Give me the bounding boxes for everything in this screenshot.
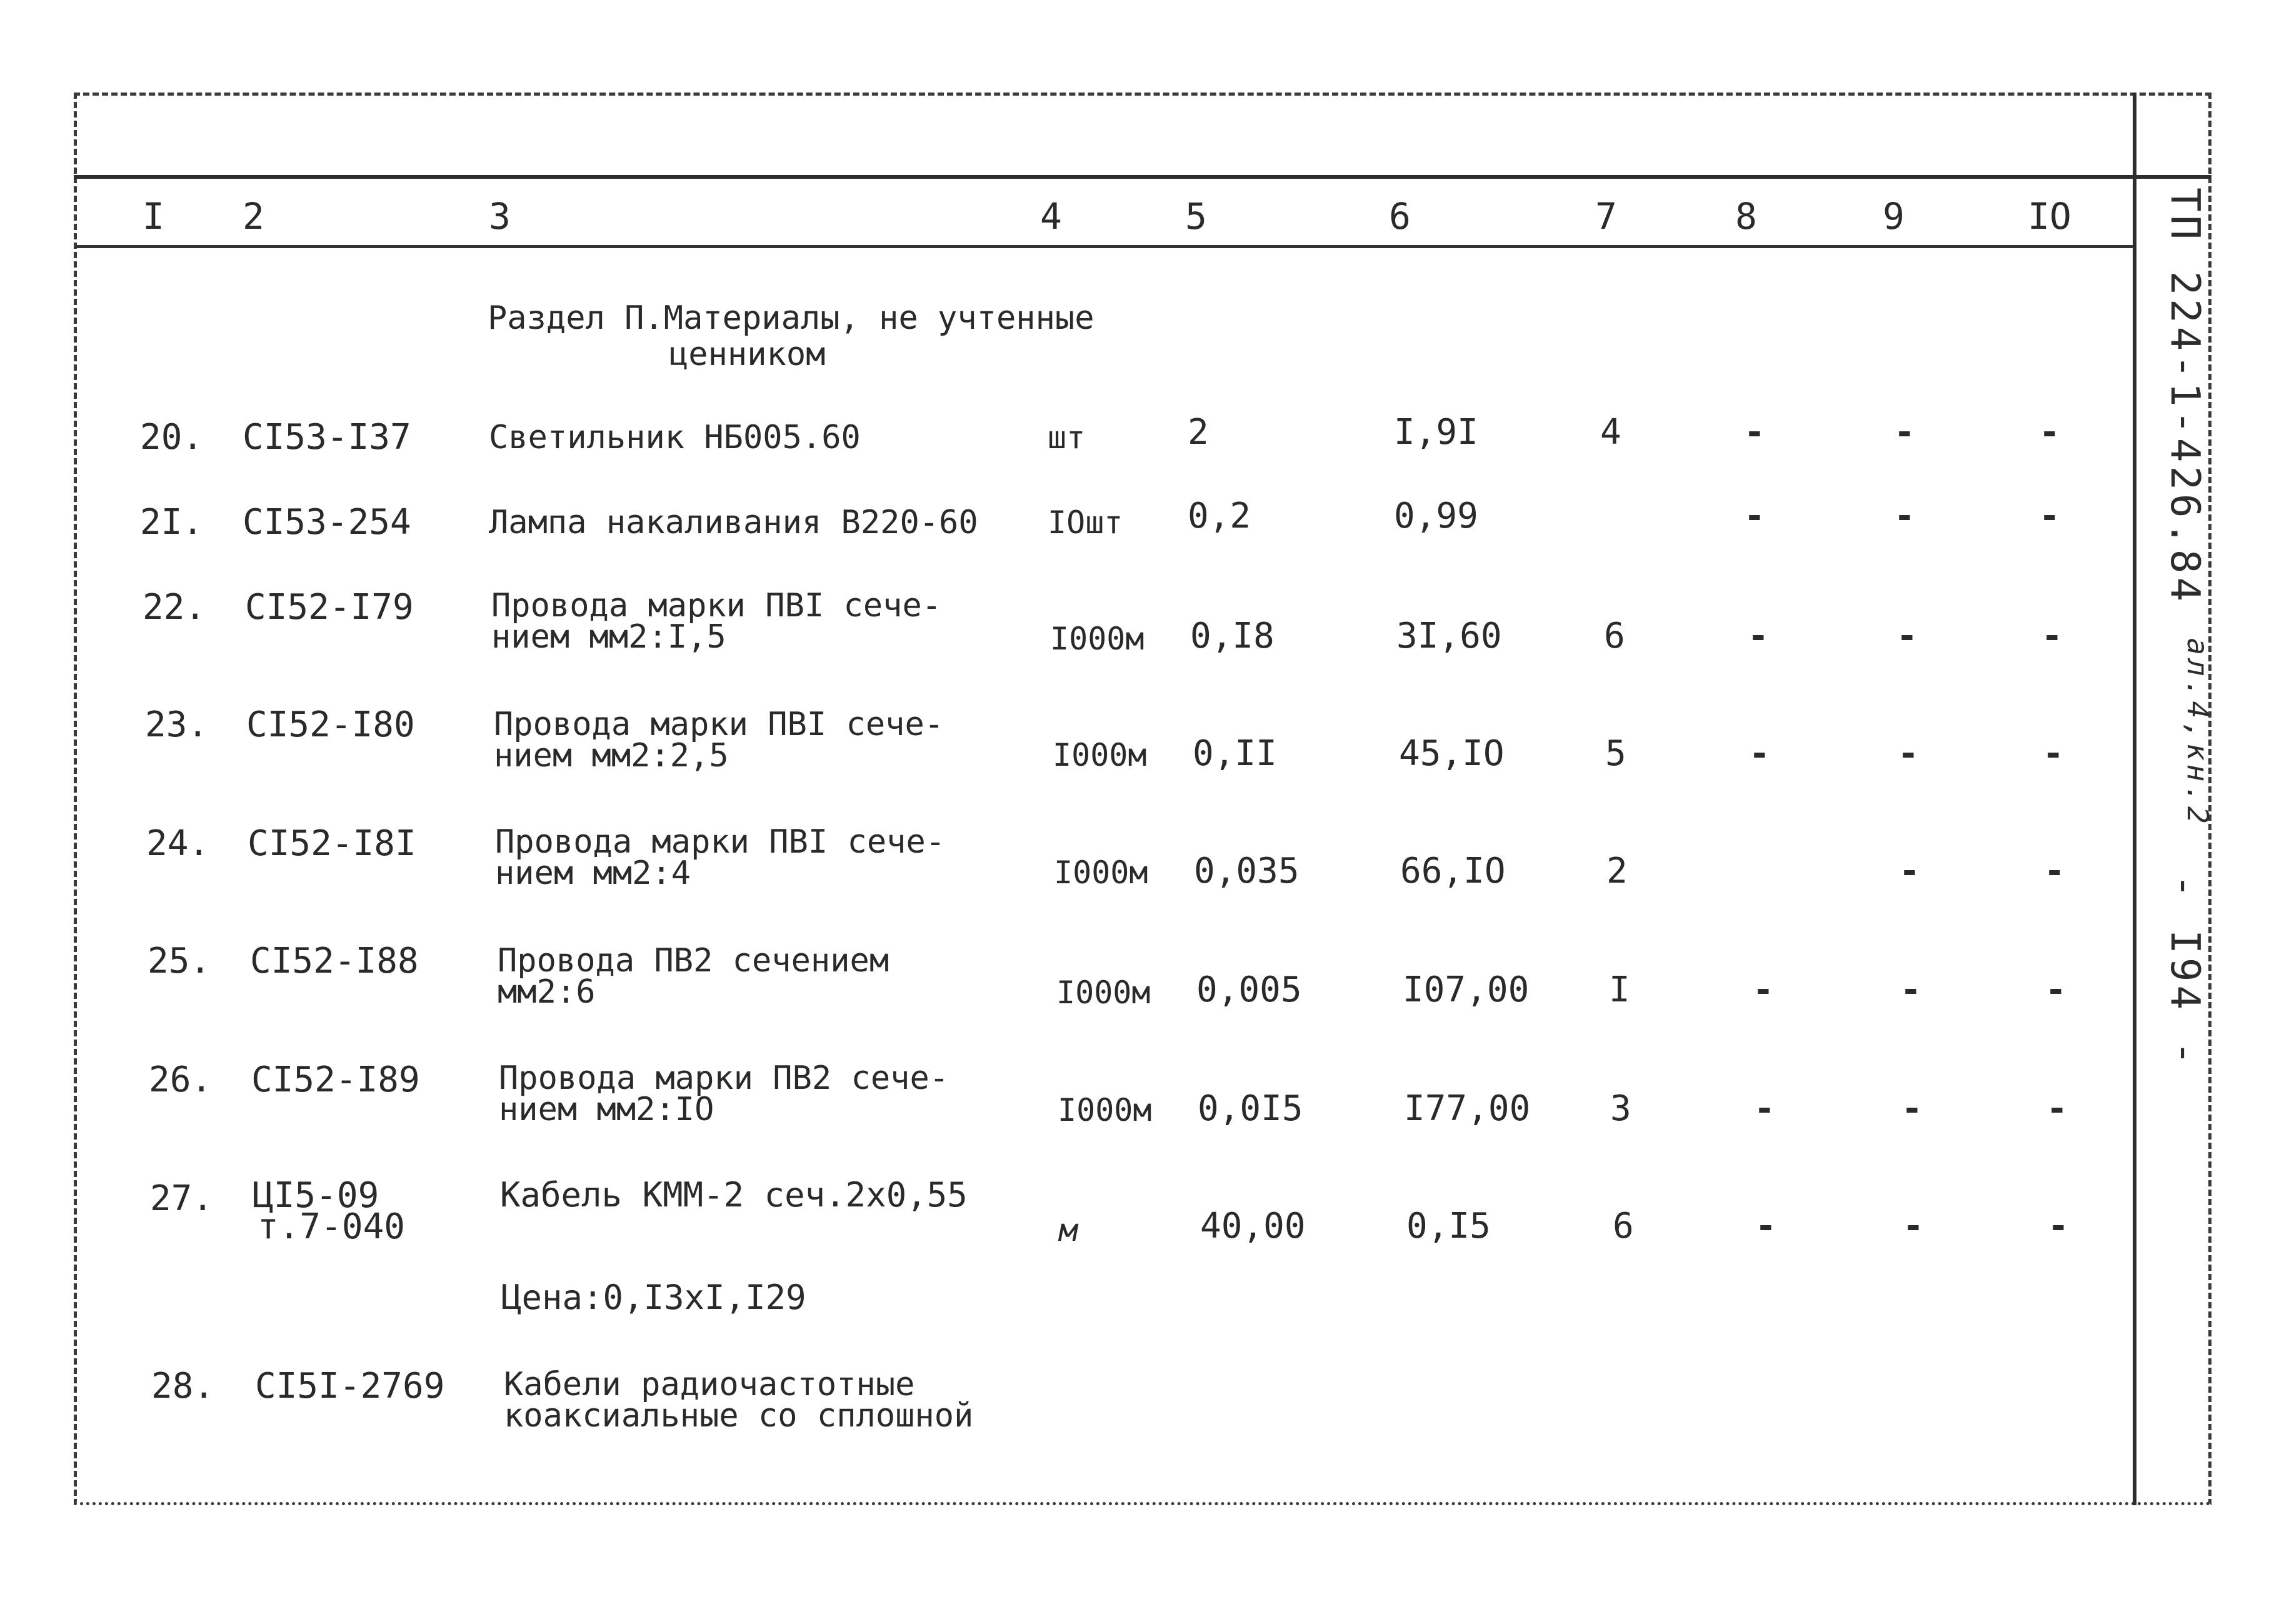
col-header-3: 3	[489, 195, 511, 238]
row-27-code-line1: ЦI5-09	[253, 1175, 379, 1216]
row-26-unit: I000м	[1058, 1092, 1152, 1128]
row-25-code: СI52-I88	[250, 941, 419, 981]
row-21-col8: -	[1744, 496, 1765, 536]
row-22-name-line2: нием мм2:I,5	[491, 618, 726, 656]
row-27-col10: -	[2048, 1206, 2069, 1246]
row-23-col8: -	[1749, 733, 1770, 774]
col-header-2: 2	[243, 195, 264, 238]
row-23-col10: -	[2043, 733, 2064, 774]
row-20-qty: 2	[1188, 412, 1209, 453]
row-20-unit: шт	[1048, 419, 1086, 456]
row-28-code: СI5I-2769	[255, 1366, 445, 1406]
row-20-price: I,9I	[1394, 412, 1478, 453]
row-27-qty: 40,00	[1200, 1206, 1306, 1246]
row-24-name-line1: Провода марки ПВI сече-	[495, 823, 946, 861]
row-26-name	[499, 1060, 949, 1128]
row-23-name	[494, 706, 944, 774]
row-20-code: СI53-I37	[243, 417, 411, 458]
row-27-col8: -	[1755, 1206, 1776, 1246]
row-21-unit: IOшт	[1048, 504, 1123, 541]
row-24-name-line2: нием мм2:4	[495, 855, 691, 892]
row-20-number: 20.	[140, 417, 204, 458]
row-27-name: Кабель КММ-2 сеч.2х0,55	[500, 1175, 968, 1215]
row-21-price: 0,99	[1394, 496, 1478, 536]
row-24-col9: -	[1899, 851, 1920, 891]
row-26-col9: -	[1901, 1088, 1923, 1129]
row-22-qty: 0,I8	[1190, 616, 1275, 656]
document-frame	[74, 93, 2211, 1505]
row-22-col10: -	[2041, 616, 2063, 656]
row-28-name	[504, 1366, 974, 1435]
row-22-name-line1: Провода марки ПВI сече-	[491, 587, 942, 624]
col-header-9: 9	[1883, 195, 1905, 238]
row-20-col10: -	[2039, 412, 2060, 453]
row-22-price: 3I,60	[1396, 616, 1502, 656]
col-header-8: 8	[1735, 195, 1757, 238]
row-20-col8: -	[1744, 412, 1765, 453]
row-25-name-line2: мм2:6	[498, 973, 596, 1011]
row-23-col9: -	[1898, 733, 1919, 774]
col-header-5: 5	[1185, 195, 1207, 238]
document-code-note: ал.4,кн.2	[2181, 638, 2215, 828]
document-code-stamp	[2133, 188, 2215, 1069]
row-25-col7: I	[1609, 970, 1630, 1010]
row-27-col7: 6	[1613, 1206, 1634, 1246]
row-25-col10: -	[2045, 970, 2066, 1010]
row-24-unit: I000м	[1054, 855, 1148, 891]
row-24-number: 24.	[146, 823, 210, 864]
row-28-number: 28.	[151, 1366, 215, 1406]
col-header-1: I	[143, 195, 164, 238]
row-25-col8: -	[1753, 970, 1774, 1010]
row-25-number: 25.	[148, 941, 211, 981]
row-22-unit: I000м	[1050, 621, 1144, 657]
row-21-code: СI53-254	[243, 502, 411, 543]
section-heading-line1: Раздел П.Материалы, не учтенные	[488, 299, 1094, 337]
row-26-col7: 3	[1610, 1088, 1631, 1129]
row-27-code-line2: т.7-040	[258, 1206, 406, 1247]
row-21-name: Лампа накаливания В220-60	[489, 504, 978, 541]
row-20-name: Светильник НБ005.60	[489, 419, 861, 456]
row-21-col9: -	[1894, 496, 1915, 536]
document-code-main: ТП 224-1-426.84	[2161, 188, 2208, 605]
row-27-number: 27.	[150, 1178, 214, 1219]
row-22-col7: 6	[1604, 616, 1625, 656]
row-27-price: 0,I5	[1406, 1206, 1491, 1246]
row-23-name-line1: Провода марки ПВI сече-	[494, 706, 944, 743]
row-22-code: СI52-I79	[245, 587, 414, 628]
row-24-name	[495, 823, 946, 892]
row-22-name	[491, 587, 942, 656]
row-20-col9: -	[1894, 412, 1915, 453]
row-23-price: 45,IO	[1399, 733, 1505, 774]
row-23-name-line2: нием мм2:2,5	[494, 737, 729, 774]
row-26-code: СI52-I89	[251, 1060, 420, 1100]
section-heading-line2: ценником	[669, 336, 826, 373]
row-26-name-line2: нием мм2:IO	[499, 1091, 714, 1128]
row-27-unit: м	[1059, 1212, 1078, 1248]
row-25-qty: 0,005	[1196, 970, 1302, 1010]
row-24-price: 66,IO	[1400, 851, 1506, 891]
row-23-col7: 5	[1605, 733, 1626, 774]
section-heading	[488, 300, 1094, 373]
row-23-code: СI52-I80	[246, 704, 415, 745]
row-26-col10: -	[2046, 1088, 2068, 1129]
row-25-name	[498, 942, 889, 1011]
row-26-price: I77,00	[1404, 1088, 1531, 1129]
row-21-number: 2I.	[140, 502, 204, 543]
row-28-name-line1: Кабели радиочастотные	[504, 1366, 915, 1403]
row-20-col7: 4	[1600, 412, 1621, 453]
header-rule	[74, 245, 2136, 248]
col-header-10: IO	[2028, 195, 2071, 238]
row-28-name-line2: коаксиальные со сплошной	[504, 1397, 974, 1435]
price-note: Цена:0,I3хI,I29	[501, 1278, 806, 1317]
row-27-col9: -	[1903, 1206, 1924, 1246]
col-header-7: 7	[1595, 195, 1617, 238]
row-26-name-line1: Провода марки ПВ2 сече-	[499, 1060, 949, 1097]
row-27-code	[253, 1175, 406, 1247]
row-24-col7: 2	[1606, 851, 1628, 891]
top-rule	[74, 175, 2211, 179]
row-25-price: I07,00	[1403, 970, 1530, 1010]
page-number: - I94 -	[2161, 874, 2208, 1069]
row-26-col8: -	[1754, 1088, 1775, 1129]
col-header-6: 6	[1389, 195, 1411, 238]
row-25-name-line1: Провода ПВ2 сечением	[498, 942, 889, 980]
row-24-code: СI52-I8I	[248, 823, 416, 864]
row-21-qty: 0,2	[1188, 496, 1251, 536]
row-23-number: 23.	[145, 704, 209, 745]
row-22-col9: -	[1896, 616, 1918, 656]
row-24-qty: 0,035	[1194, 851, 1300, 891]
row-26-number: 26.	[149, 1060, 213, 1100]
col-header-4: 4	[1040, 195, 1062, 238]
row-21-col10: -	[2039, 496, 2060, 536]
row-26-qty: 0,0I5	[1198, 1088, 1303, 1129]
row-22-number: 22.	[143, 587, 206, 628]
row-23-unit: I000м	[1053, 737, 1147, 773]
row-22-col8: -	[1748, 616, 1769, 656]
row-24-col10: -	[2044, 851, 2065, 891]
row-25-col9: -	[1900, 970, 1921, 1010]
row-25-unit: I000м	[1056, 975, 1151, 1011]
row-23-qty: 0,II	[1193, 733, 1277, 774]
